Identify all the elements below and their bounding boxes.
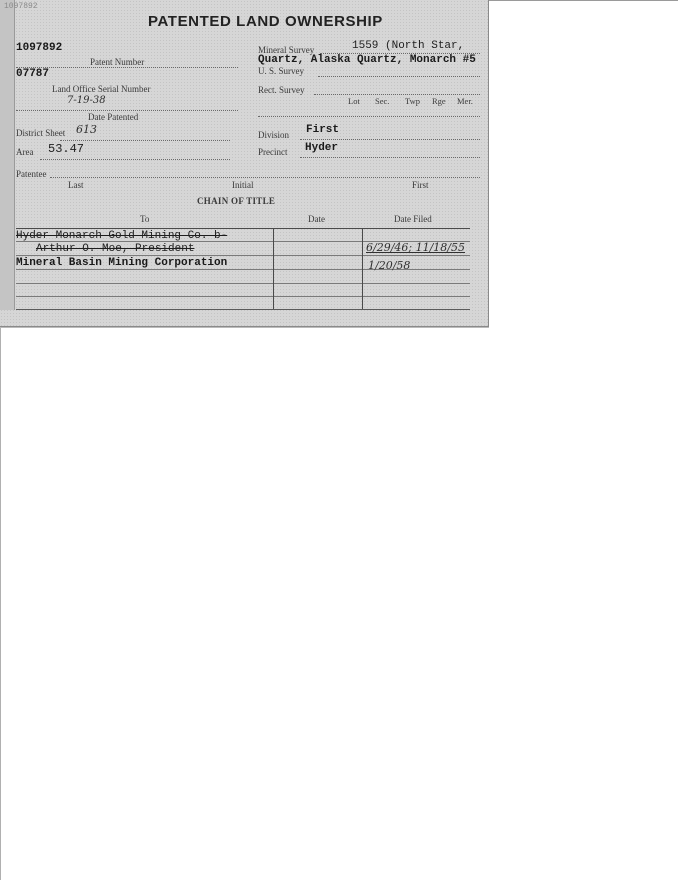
chain-rule-2 (16, 255, 470, 256)
patentee-initial-label: Initial (232, 180, 254, 190)
division-line (300, 139, 480, 140)
district-sheet-line (60, 140, 230, 141)
date-patented-value: 7-19-38 (67, 95, 106, 106)
patentee-line (50, 177, 480, 178)
chain-rule-4 (16, 283, 470, 284)
chain-col-date: Date (308, 214, 325, 224)
chain-of-title-heading: CHAIN OF TITLE (197, 196, 276, 206)
area-value: 53.47 (48, 142, 85, 156)
rect-col-twp: Twp (405, 96, 420, 106)
area-label: Area (16, 147, 34, 157)
patentee-last-label: Last (68, 180, 84, 190)
chain-row-3-to: Mineral Basin Mining Corporation (16, 257, 228, 269)
chain-divider-2 (362, 228, 363, 309)
date-patented-label: Date Patented (88, 112, 139, 122)
division-label: Division (258, 130, 290, 140)
chain-row-3-filed: 1/20/58 (368, 259, 411, 272)
serial-number-label: Land Office Serial Number (52, 84, 151, 94)
patent-number-line (16, 67, 238, 68)
precinct-label: Precinct (258, 147, 288, 157)
precinct-line (300, 157, 480, 158)
patent-number-value: 1097892 (16, 42, 63, 54)
date-patented-line (16, 110, 238, 111)
rect-col-sec: Sec. (375, 96, 390, 106)
corner-stamp: 1097892 (4, 2, 38, 11)
chain-col-to: To (140, 214, 150, 224)
us-survey-label: U. S. Survey (258, 66, 305, 76)
precinct-value: Hyder (305, 142, 339, 154)
area-line (40, 159, 230, 160)
chain-row-1-to: Hyder Monarch Gold Mining Co. b- (16, 230, 228, 242)
mineral-survey-value-2: Quartz, Alaska Quartz, Monarch #5 (258, 54, 476, 66)
chain-rule-bottom (16, 309, 470, 310)
district-sheet-value: 613 (76, 123, 97, 136)
chain-rule-5 (16, 296, 470, 297)
chain-divider-1 (273, 228, 274, 309)
chain-col-date-filed: Date Filed (394, 214, 432, 224)
division-value: First (306, 124, 340, 136)
patent-number-label: Patent Number (90, 57, 145, 67)
mineral-survey-value-1: 1559 (North Star, (352, 40, 465, 52)
chain-row-2-to: Arthur O. Moe, President (36, 243, 195, 255)
card-stub (0, 0, 15, 310)
chain-rule-top (16, 228, 470, 229)
rect-survey-line (314, 94, 480, 95)
rect-survey-label: Rect. Survey (258, 85, 305, 95)
patentee-label: Patentee (16, 169, 47, 179)
ownership-card (0, 0, 489, 327)
mineral-survey-label: Mineral Survey (258, 45, 315, 55)
chain-row-2-filed: 6/29/46; 11/18/55 (366, 241, 466, 254)
serial-number-value: 07787 (16, 68, 50, 80)
us-survey-line (318, 76, 480, 77)
rect-survey-line-2 (258, 116, 480, 117)
patentee-first-label: First (412, 180, 429, 190)
rect-col-mer: Mer. (457, 96, 473, 106)
card-title: PATENTED LAND OWNERSHIP (148, 13, 383, 30)
rect-col-rge: Rge (432, 96, 446, 106)
district-sheet-label: District Sheet (16, 128, 66, 138)
rect-col-lot: Lot (348, 96, 360, 106)
